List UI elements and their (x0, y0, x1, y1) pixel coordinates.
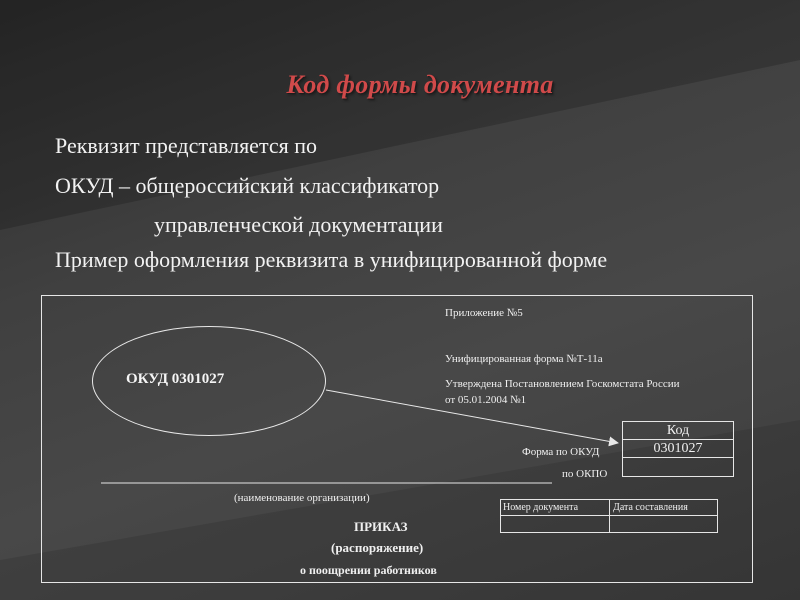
appendix-label: Приложение №5 (445, 307, 523, 319)
body-line-2: ОКУД – общероссийский классификатор (55, 173, 440, 198)
body-line-4: Пример оформления реквизита в унифицированной форме (55, 247, 608, 272)
body-line-1: Реквизит представляется по (55, 133, 317, 158)
doc-number-header: Номер документа (503, 502, 579, 513)
okpo-cell (622, 457, 734, 477)
org-name-caption: (наименование организации) (234, 492, 370, 504)
code-value: 0301027 (622, 439, 734, 458)
code-header: Код (622, 421, 734, 440)
okpo-label: по ОКПО (562, 468, 608, 480)
body-line-3: управленческой документации (154, 212, 443, 237)
form-okud-label: Форма по ОКУД (522, 446, 600, 458)
order-topic: о поощрении работников (300, 563, 437, 577)
doc-date-header: Дата составления (613, 502, 688, 513)
approved-line-1: Утверждена Постановлением Госкомстата России (445, 378, 680, 390)
approved-line-2: от 05.01.2004 №1 (445, 394, 527, 406)
document-number-table (500, 499, 718, 533)
unified-form-label: Унифицированная форма №Т-11а (445, 353, 603, 365)
table-divider-horizontal (501, 515, 717, 516)
order-subtitle: (распоряжение) (331, 540, 424, 555)
okud-callout-label: ОКУД 0301027 (126, 371, 225, 387)
slide-title: Код формы документа (286, 70, 554, 99)
order-title: ПРИКАЗ (354, 519, 408, 534)
table-divider-vertical (609, 500, 610, 532)
